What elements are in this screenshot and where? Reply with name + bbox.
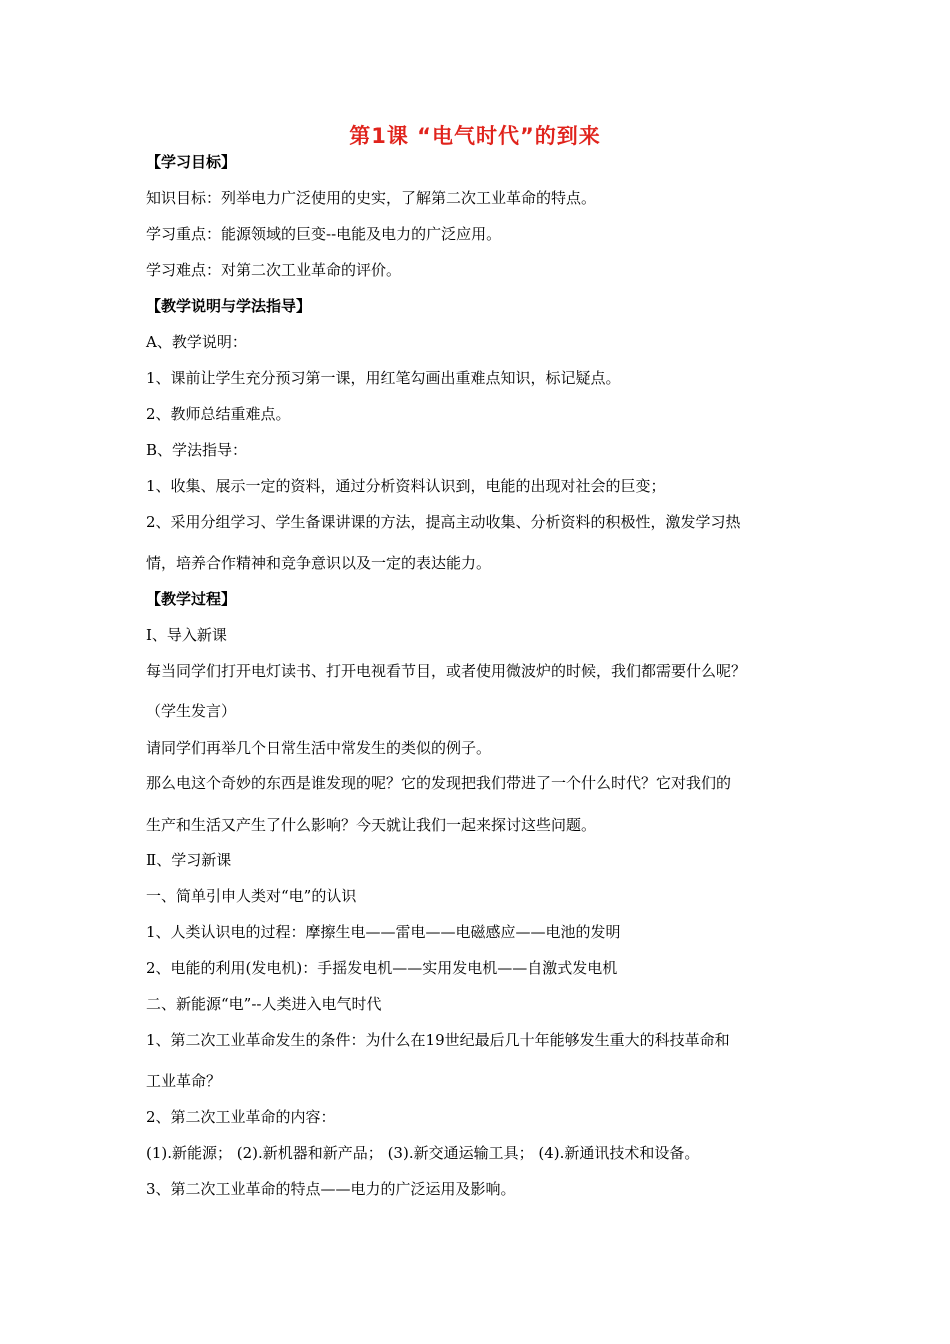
text-line: A、教学说明： <box>146 333 247 351</box>
text-line: 那么电这个奇妙的东西是谁发现的呢？它的发现把我们带进了一个什么时代？它对我们的 <box>146 774 732 792</box>
text-line: 生产和生活又产生了什么影响？今天就让我们一起来探讨这些问题。 <box>146 816 597 834</box>
text-line: 1、第二次工业革命发生的条件：为什么在19世纪最后几十年能够发生重大的科技革命和 <box>146 1031 730 1049</box>
lesson-title: 第1课 “电气时代”的到来 <box>349 124 601 148</box>
text-line: 2、采用分组学习、学生备课讲课的方法，提高主动收集、分析资料的积极性，激发学习热 <box>146 513 741 531</box>
section-heading-teaching-process: 【教学过程】 <box>146 590 237 608</box>
text-line: 一、简单引申人类对“电”的认识 <box>146 887 357 905</box>
text-line: 知识目标：列举电力广泛使用的史实，了解第二次工业革命的特点。 <box>146 189 597 207</box>
text-line: 1、课前让学生充分预习第一课，用红笔勾画出重难点知识，标记疑点。 <box>146 369 621 387</box>
text-line: 3、第二次工业革命的特点——电力的广泛运用及影响。 <box>146 1180 516 1198</box>
text-line: 2、第二次工业革命的内容： <box>146 1108 336 1126</box>
text-line: 1、收集、展示一定的资料，通过分析资料认识到，电能的出现对社会的巨变； <box>146 477 666 495</box>
text-line: 2、教师总结重难点。 <box>146 405 291 423</box>
text-line: 2、电能的利用(发电机)：手摇发电机——实用发电机——自激式发电机 <box>146 959 618 977</box>
section-heading-learning-goals: 【学习目标】 <box>146 153 237 171</box>
section-heading-teaching-notes: 【教学说明与学法指导】 <box>146 297 312 315</box>
text-line: B、学法指导： <box>146 441 248 459</box>
text-line: （学生发言） <box>146 702 237 720</box>
text-line: 每当同学们打开电灯读书、打开电视看节目，或者使用微波炉的时候，我们都需要什么呢？ <box>146 662 747 680</box>
text-line: (1).新能源； (2).新机器和新产品； (3).新交通运输工具； (4).新通讯技术和设备。 <box>146 1144 700 1162</box>
text-line: 学习重点：能源领域的巨变--电能及电力的广泛应用。 <box>146 225 502 243</box>
text-line: 1、人类认识电的过程：摩擦生电——雷电——电磁感应——电池的发明 <box>146 923 621 941</box>
text-line: 学习难点：对第二次工业革命的评价。 <box>146 261 402 279</box>
text-line: 工业革命？ <box>146 1072 222 1090</box>
text-line: 二、新能源“电”--人类进入电气时代 <box>146 995 382 1013</box>
text-line: Ⅰ、导入新课 <box>146 626 227 644</box>
text-line: Ⅱ、学习新课 <box>146 851 232 869</box>
text-line: 情，培养合作精神和竞争意识以及一定的表达能力。 <box>146 554 492 572</box>
text-line: 请同学们再举几个日常生活中常发生的类似的例子。 <box>146 739 492 757</box>
